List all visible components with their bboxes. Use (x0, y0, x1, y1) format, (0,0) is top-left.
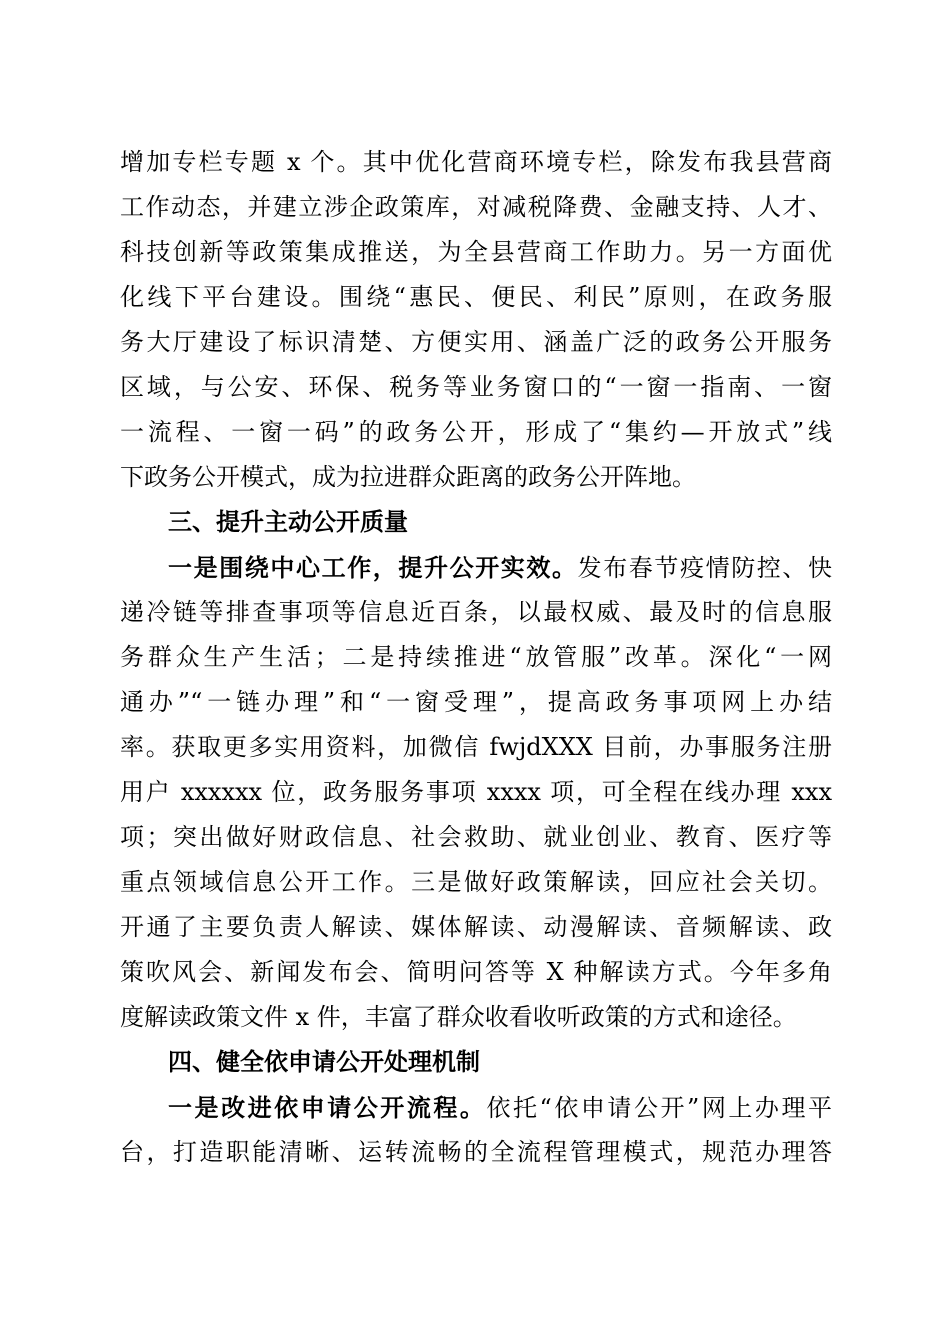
paragraph-line: 科技创新等政策集成推送，为全县营商工作助力。另一方面优 (120, 238, 832, 266)
paragraph-line: 工作动态，并建立涉企政策库，对减税降费、金融支持、人才、 (120, 193, 832, 221)
paragraph-line: 一流程、一窗一码”的政务公开，形成了“集约—开放式”线 (120, 418, 832, 446)
paragraph-line: 化线下平台建设。围绕“惠民、便民、利民”原则，在政务服 (120, 283, 832, 311)
paragraph-line: 通办”“一链办理”和“一窗受理”，提高政务事项网上办结 (120, 688, 832, 716)
section-heading-3: 三、提升主动公开质量 (168, 508, 408, 536)
paragraph-first-line (120, 545, 832, 590)
paragraph-line: 台，打造职能清晰、运转流畅的全流程管理模式，规范办理答 (120, 1138, 832, 1166)
paragraph-line: 用户 xxxxxx 位，政务服务事项 xxxx 项，可全程在线办理 xxx (120, 778, 832, 806)
paragraph-line: 递冷链等排查事项等信息近百条，以最权威、最及时的信息服 (120, 598, 832, 626)
paragraph-line: 重点领域信息公开工作。三是做好政策解读，回应社会关切。 (120, 868, 832, 896)
document-body (120, 140, 832, 1175)
paragraph-line: 务群众生产生活；二是持续推进“放管服”改革。深化“一网 (120, 643, 832, 671)
lead-sentence: 一是改进依申请公开流程。 (168, 1093, 487, 1122)
paragraph-line: 率。获取更多实用资料，加微信 fwjdXXX 目前，办事服务注册 (120, 733, 832, 761)
lead-rest: 发布春节疫情防控、快 (577, 554, 833, 582)
paragraph-first-line (120, 1085, 832, 1130)
section-heading-4: 四、健全依申请公开处理机制 (168, 1048, 480, 1076)
paragraph-line: 策吹风会、新闻发布会、简明问答等 X 种解读方式。今年多角 (120, 958, 832, 986)
paragraph-line: 下政务公开模式，成为拉进群众距离的政务公开阵地。 (120, 463, 696, 491)
paragraph-line: 区域，与公安、环保、税务等业务窗口的“一窗一指南、一窗 (120, 373, 832, 401)
paragraph-line: 务大厅建设了标识清楚、方便实用、涵盖广泛的政务公开服务 (120, 328, 832, 356)
lead-rest: 依托“依申请公开”网上办理平 (486, 1094, 833, 1122)
paragraph-line: 开通了主要负责人解读、媒体解读、动漫解读、音频解读、政 (120, 913, 832, 941)
paragraph-line: 增加专栏专题 x 个。其中优化营商环境专栏，除发布我县营商 (120, 148, 832, 176)
lead-sentence: 一是围绕中心工作，提升公开实效。 (168, 553, 578, 582)
paragraph-line: 项；突出做好财政信息、社会救助、就业创业、教育、医疗等 (120, 823, 832, 851)
paragraph-line: 度解读政策文件 x 件，丰富了群众收看收听政策的方式和途径。 (120, 1003, 797, 1031)
